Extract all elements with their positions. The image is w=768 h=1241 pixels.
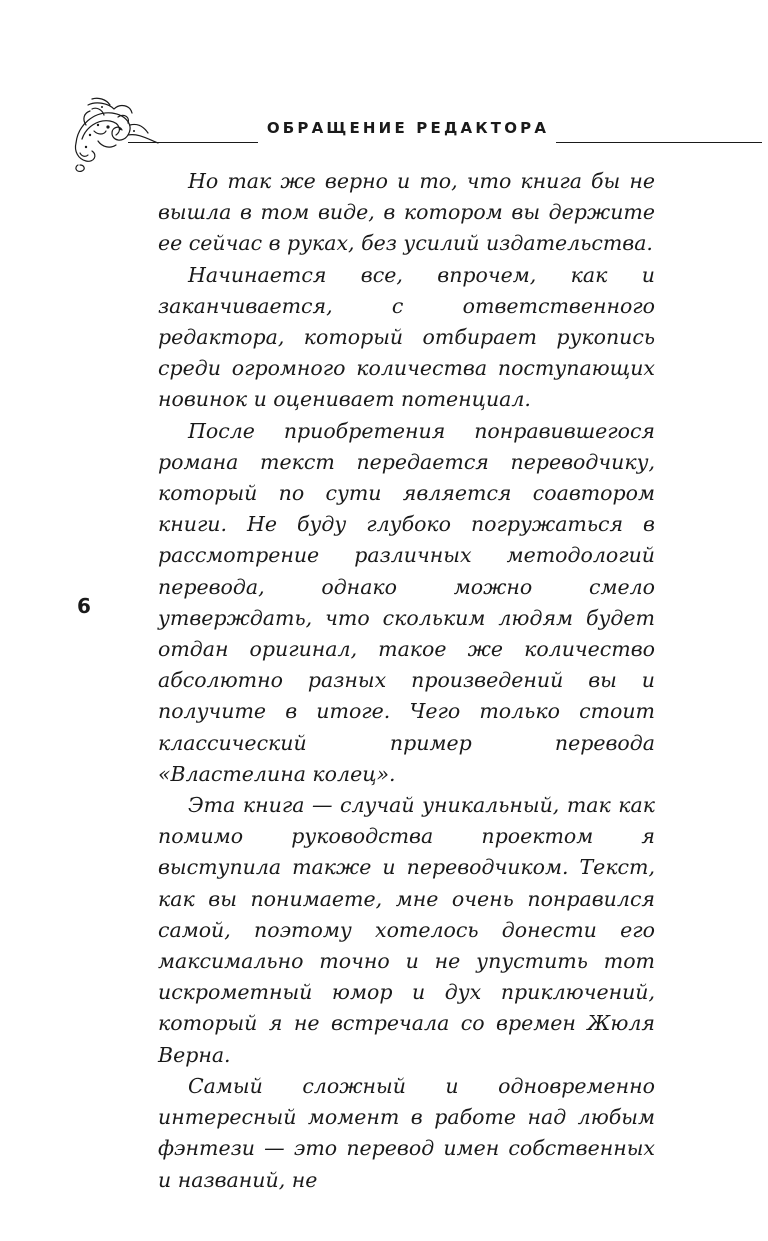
paragraph: Начинается все, впрочем, как и заканчивается, с ответственного редактора, который отбирает рукопись среди огромного количества поступающих новинок и оценивает потенциал. — [158, 262, 655, 412]
paragraph: Эта книга — случай уникальный, так как помимо руководства проектом я выступила также и переводчиком. Текст, как вы понимаете, мне очень понравился самой, поэтому хотелось донести его максимально точно и не упустить тот искрометный юмор и дух приключений, который я не встречала со времен Жюля Верна. — [158, 793, 655, 1067]
page-header — [0, 95, 768, 175]
floral-ornament-icon — [68, 95, 160, 175]
paragraph: После приобретения понравившегося романа текст передается переводчику, который по сути является соавтором книги. Не буду глубоко погружаться в рассмотрение различных методологий перевода, однако можно смело утверждать, что скольким людям будет отдан оригинал, такое же количество абсолютно разных произведений вы и получите в итоге. Чего только стоит классический пример перевода «Властелина колец». — [158, 418, 655, 786]
header-rule-right — [556, 142, 762, 143]
paragraph: Самый сложный и одновременно интересный момент в работе над любым фэнтези — это перевод имен собственных и названий, не — [158, 1073, 655, 1192]
body-text — [158, 166, 655, 1196]
running-title: ОБРАЩЕНИЕ РЕДАКТОРА — [266, 119, 550, 137]
paragraph: Но так же верно и то, что книга бы не вышла в том виде, в котором вы держите ее сейчас в руках, без усилий издательства. — [158, 169, 655, 256]
header-rule-left — [128, 142, 258, 143]
page-number: 6 — [77, 594, 91, 618]
